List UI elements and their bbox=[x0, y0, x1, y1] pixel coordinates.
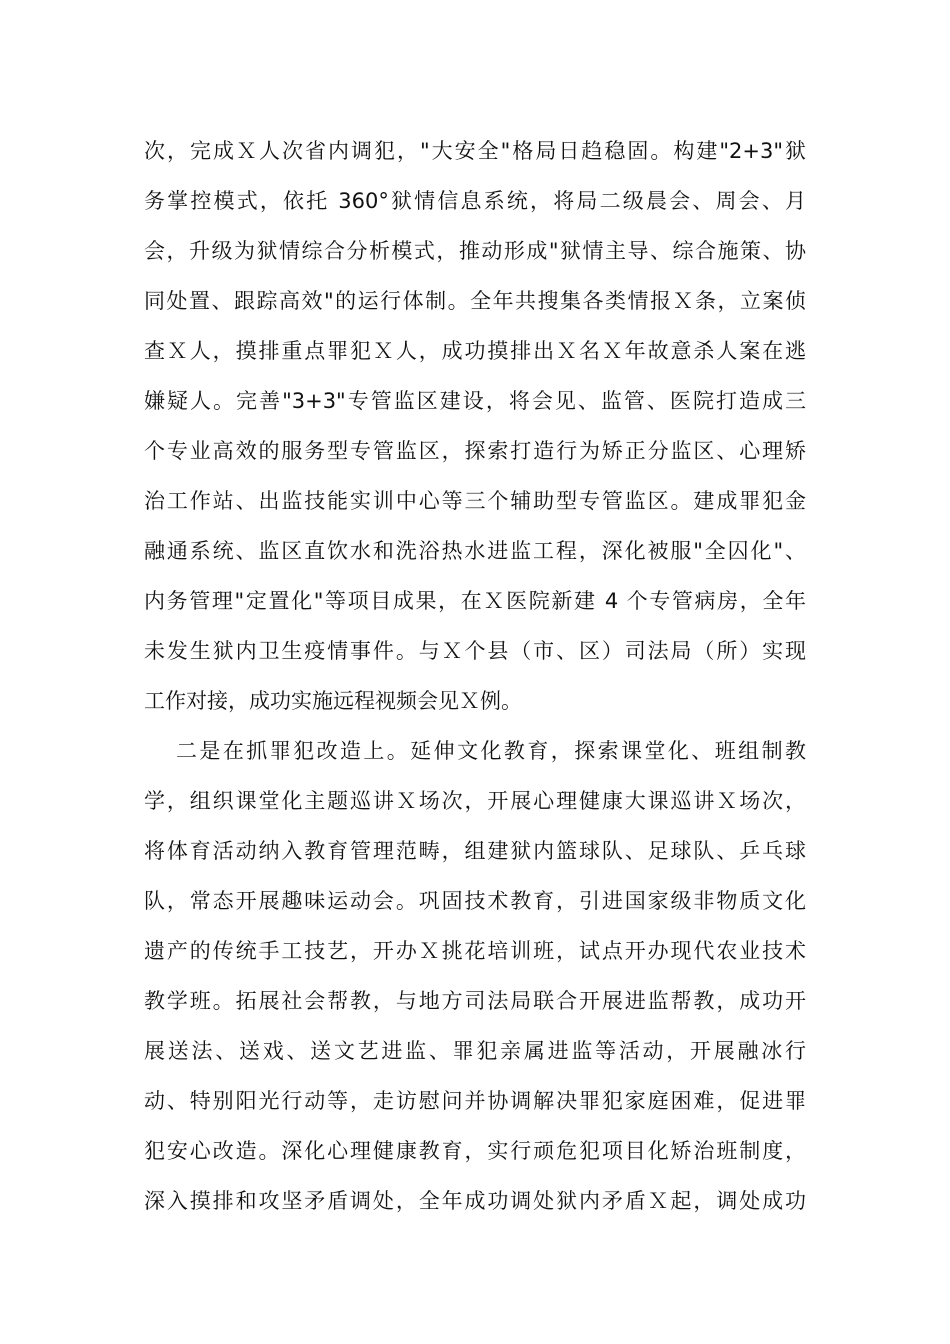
paragraph-line: 治工作站、出监技能实训中心等三个辅助型专管监区。建成罪犯金 bbox=[144, 489, 806, 513]
paragraph-line: 将体育活动纳入教育管理范畴，组建狱内篮球队、足球队、乒乓球 bbox=[144, 839, 806, 863]
paragraph-line: 深入摸排和攻坚矛盾调处，全年成功调处狱内矛盾Ｘ起，调处成功 bbox=[144, 1189, 806, 1213]
paragraph-line: 未发生狱内卫生疫情事件。与Ｘ个县（市、区）司法局（所）实现 bbox=[144, 639, 806, 663]
paragraph-line: 个专业高效的服务型专管监区，探索打造行为矫正分监区、心理矫 bbox=[144, 439, 806, 463]
paragraph-first-line: 二是在抓罪犯改造上。延伸文化教育，探索课堂化、班组制教 bbox=[176, 739, 806, 763]
paragraph-line: 动、特别阳光行动等，走访慰问并协调解决罪犯家庭困难，促进罪 bbox=[144, 1089, 806, 1113]
paragraph-line: 查Ｘ人，摸排重点罪犯Ｘ人，成功摸排出Ｘ名Ｘ年故意杀人案在逃 bbox=[144, 339, 806, 363]
paragraph-line: 遗产的传统手工技艺，开办Ｘ挑花培训班，试点开办现代农业技术 bbox=[144, 939, 806, 963]
paragraph-line: 展送法、送戏、送文艺进监、罪犯亲属进监等活动，开展融冰行 bbox=[144, 1039, 806, 1063]
paragraph-line: 嫌疑人。完善"3+3"专管监区建设，将会见、监管、医院打造成三 bbox=[144, 389, 806, 413]
paragraph-line: 队，常态开展趣味运动会。巩固技术教育，引进国家级非物质文化 bbox=[144, 889, 806, 913]
paragraph-line: 融通系统、监区直饮水和洗浴热水进监工程，深化被服"全囚化"、 bbox=[144, 539, 806, 563]
paragraph-line: 会，升级为狱情综合分析模式，推动形成"狱情主导、综合施策、协 bbox=[144, 239, 806, 263]
paragraph-line: 工作对接，成功实施远程视频会见Ｘ例。 bbox=[144, 689, 522, 713]
paragraph-line: 次，完成Ｘ人次省内调犯，"大安全"格局日趋稳固。构建"2+3"狱 bbox=[144, 139, 806, 163]
paragraph-line: 同处置、跟踪高效"的运行体制。全年共搜集各类情报Ｘ条，立案侦 bbox=[144, 289, 806, 313]
paragraph-line: 学，组织课堂化主题巡讲Ｘ场次，开展心理健康大课巡讲Ｘ场次， bbox=[144, 789, 806, 813]
paragraph-line: 内务管理"定置化"等项目成果，在Ｘ医院新建 4 个专管病房，全年 bbox=[144, 589, 806, 613]
paragraph-line: 务掌控模式，依托 360°狱情信息系统，将局二级晨会、周会、月 bbox=[144, 189, 806, 213]
paragraph-line: 犯安心改造。深化心理健康教育，实行顽危犯项目化矫治班制度， bbox=[144, 1139, 806, 1163]
paragraph-line: 教学班。拓展社会帮教，与地方司法局联合开展进监帮教，成功开 bbox=[144, 989, 806, 1013]
